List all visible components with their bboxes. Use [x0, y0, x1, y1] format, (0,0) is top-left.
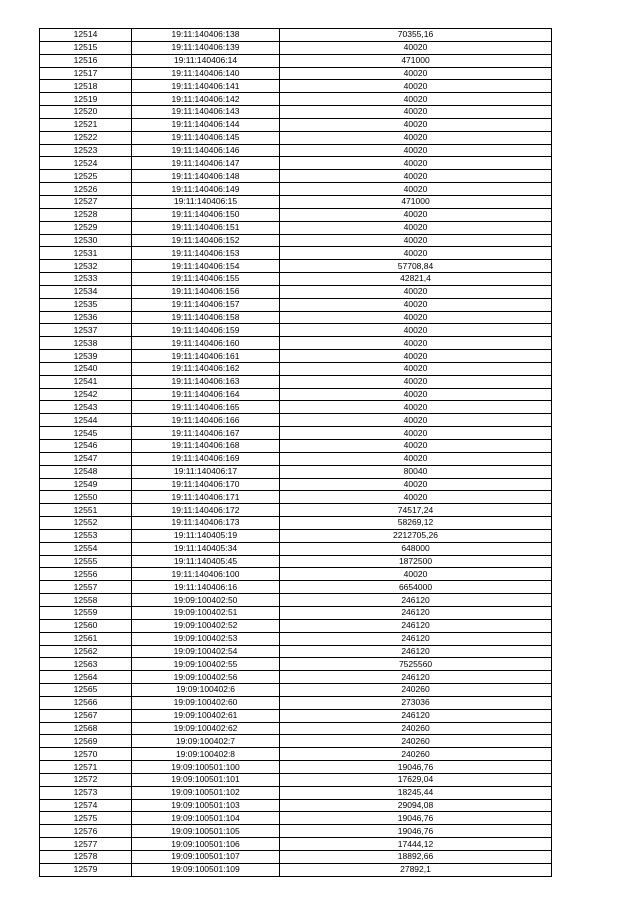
value-cell: 40020: [280, 144, 552, 157]
table-row: [40, 517, 552, 530]
cadastral-number-cell: 19:11:140406:146: [132, 144, 280, 157]
table-row: [40, 735, 552, 748]
value-cell: 240260: [280, 735, 552, 748]
table-row: [40, 298, 552, 311]
value-cell: 2212705,26: [280, 529, 552, 542]
cadastral-number-cell: 19:09:100402:8: [132, 748, 280, 761]
row-number-cell: 12539: [40, 350, 132, 363]
value-cell: 40020: [280, 118, 552, 131]
cadastral-number-cell: 19:11:140406:148: [132, 170, 280, 183]
table-row: [40, 350, 552, 363]
value-cell: 40020: [280, 491, 552, 504]
table-row: [40, 863, 552, 876]
cadastral-number-cell: 19:11:140406:144: [132, 118, 280, 131]
row-number-cell: 12555: [40, 555, 132, 568]
value-cell: 19046,76: [280, 761, 552, 774]
row-number-cell: 12576: [40, 825, 132, 838]
row-number-cell: 12524: [40, 157, 132, 170]
table-row: [40, 29, 552, 42]
row-number-cell: 12528: [40, 208, 132, 221]
table-row: [40, 247, 552, 260]
row-number-cell: 12561: [40, 632, 132, 645]
cadastral-number-cell: 19:11:140406:147: [132, 157, 280, 170]
cadastral-number-cell: 19:11:140405:19: [132, 529, 280, 542]
table-row: [40, 337, 552, 350]
row-number-cell: 12529: [40, 221, 132, 234]
cadastral-number-cell: 19:11:140406:15: [132, 195, 280, 208]
value-cell: 18892,66: [280, 851, 552, 864]
cadastral-number-cell: 19:09:100501:103: [132, 799, 280, 812]
row-number-cell: 12532: [40, 260, 132, 273]
cadastral-number-cell: 19:11:140406:158: [132, 311, 280, 324]
row-number-cell: 12566: [40, 696, 132, 709]
table-row: [40, 427, 552, 440]
cadastral-number-cell: 19:09:100501:102: [132, 786, 280, 799]
table-row: [40, 414, 552, 427]
cadastral-number-cell: 19:11:140406:163: [132, 375, 280, 388]
row-number-cell: 12525: [40, 170, 132, 183]
table-row: [40, 671, 552, 684]
table-row: [40, 273, 552, 286]
row-number-cell: 12530: [40, 234, 132, 247]
value-cell: 40020: [280, 234, 552, 247]
row-number-cell: 12579: [40, 863, 132, 876]
cadastral-number-cell: 19:11:140406:153: [132, 247, 280, 260]
cadastral-number-cell: 19:11:140406:145: [132, 131, 280, 144]
table-row: [40, 504, 552, 517]
table-row: [40, 812, 552, 825]
row-number-cell: 12571: [40, 761, 132, 774]
row-number-cell: 12542: [40, 388, 132, 401]
table-row: [40, 632, 552, 645]
cadastral-number-cell: 19:11:140406:165: [132, 401, 280, 414]
table-row: [40, 568, 552, 581]
table-row: [40, 54, 552, 67]
value-cell: 18245,44: [280, 786, 552, 799]
value-cell: 40020: [280, 350, 552, 363]
row-number-cell: 12557: [40, 581, 132, 594]
row-number-cell: 12540: [40, 362, 132, 375]
table-row: [40, 761, 552, 774]
row-number-cell: 12556: [40, 568, 132, 581]
cadastral-number-cell: 19:09:100402:62: [132, 722, 280, 735]
cadastral-number-cell: 19:09:100402:6: [132, 684, 280, 697]
row-number-cell: 12548: [40, 465, 132, 478]
cadastral-number-cell: 19:09:100402:53: [132, 632, 280, 645]
row-number-cell: 12552: [40, 517, 132, 530]
cadastral-number-cell: 19:11:140406:157: [132, 298, 280, 311]
row-number-cell: 12550: [40, 491, 132, 504]
cadastral-number-cell: 19:11:140406:142: [132, 93, 280, 106]
value-cell: 40020: [280, 80, 552, 93]
value-cell: 19046,76: [280, 825, 552, 838]
value-cell: 246120: [280, 632, 552, 645]
row-number-cell: 12531: [40, 247, 132, 260]
cadastral-number-cell: 19:11:140406:161: [132, 350, 280, 363]
cadastral-number-cell: 19:11:140406:150: [132, 208, 280, 221]
table-row: [40, 362, 552, 375]
cadastral-number-cell: 19:11:140406:173: [132, 517, 280, 530]
table-row: [40, 825, 552, 838]
cadastral-number-cell: 19:11:140405:34: [132, 542, 280, 555]
table-row: [40, 555, 552, 568]
value-cell: 40020: [280, 388, 552, 401]
value-cell: 1872500: [280, 555, 552, 568]
value-cell: 40020: [280, 337, 552, 350]
row-number-cell: 12543: [40, 401, 132, 414]
row-number-cell: 12559: [40, 606, 132, 619]
cadastral-number-cell: 19:11:140406:143: [132, 106, 280, 119]
cadastral-number-cell: 19:11:140406:138: [132, 29, 280, 42]
table-row: [40, 170, 552, 183]
row-number-cell: 12545: [40, 427, 132, 440]
table-row: [40, 183, 552, 196]
cadastral-number-cell: 19:11:140406:16: [132, 581, 280, 594]
table-row: [40, 375, 552, 388]
cadastral-number-cell: 19:09:100501:100: [132, 761, 280, 774]
value-cell: 40020: [280, 106, 552, 119]
value-cell: 19046,76: [280, 812, 552, 825]
row-number-cell: 12538: [40, 337, 132, 350]
row-number-cell: 12535: [40, 298, 132, 311]
value-cell: 40020: [280, 401, 552, 414]
table-row: [40, 838, 552, 851]
value-cell: 40020: [280, 183, 552, 196]
value-cell: 246120: [280, 645, 552, 658]
row-number-cell: 12537: [40, 324, 132, 337]
table-row: [40, 748, 552, 761]
value-cell: 40020: [280, 285, 552, 298]
row-number-cell: 12577: [40, 838, 132, 851]
cadastral-number-cell: 19:11:140406:154: [132, 260, 280, 273]
cadastral-number-cell: 19:11:140406:17: [132, 465, 280, 478]
table-row: [40, 260, 552, 273]
table-row: [40, 118, 552, 131]
row-number-cell: 12563: [40, 658, 132, 671]
row-number-cell: 12544: [40, 414, 132, 427]
value-cell: 40020: [280, 568, 552, 581]
value-cell: 40020: [280, 440, 552, 453]
row-number-cell: 12527: [40, 195, 132, 208]
cadastral-number-cell: 19:11:140406:170: [132, 478, 280, 491]
cadastral-number-cell: 19:09:100402:60: [132, 696, 280, 709]
value-cell: 40020: [280, 41, 552, 54]
table-row: [40, 606, 552, 619]
cadastral-number-cell: 19:11:140406:14: [132, 54, 280, 67]
table-row: [40, 388, 552, 401]
cadastral-number-cell: 19:11:140406:151: [132, 221, 280, 234]
cadastral-number-cell: 19:09:100501:101: [132, 773, 280, 786]
table-row: [40, 41, 552, 54]
row-number-cell: 12514: [40, 29, 132, 42]
cadastral-number-cell: 19:09:100402:55: [132, 658, 280, 671]
cadastral-number-cell: 19:09:100501:105: [132, 825, 280, 838]
row-number-cell: 12560: [40, 619, 132, 632]
value-cell: 42821,4: [280, 273, 552, 286]
table-row: [40, 658, 552, 671]
table-row: [40, 311, 552, 324]
value-cell: 40020: [280, 452, 552, 465]
table-body: [40, 29, 552, 877]
value-cell: 40020: [280, 221, 552, 234]
value-cell: 240260: [280, 722, 552, 735]
table-row: [40, 452, 552, 465]
table-row: [40, 67, 552, 80]
row-number-cell: 12547: [40, 452, 132, 465]
cadastral-number-cell: 19:11:140406:172: [132, 504, 280, 517]
value-cell: 246120: [280, 594, 552, 607]
row-number-cell: 12570: [40, 748, 132, 761]
cadastral-number-cell: 19:11:140406:156: [132, 285, 280, 298]
value-cell: 40020: [280, 324, 552, 337]
table-row: [40, 645, 552, 658]
value-cell: 240260: [280, 684, 552, 697]
row-number-cell: 12564: [40, 671, 132, 684]
row-number-cell: 12536: [40, 311, 132, 324]
value-cell: 80040: [280, 465, 552, 478]
cadastral-number-cell: 19:09:100402:50: [132, 594, 280, 607]
row-number-cell: 12534: [40, 285, 132, 298]
table-row: [40, 478, 552, 491]
table-row: [40, 208, 552, 221]
table-row: [40, 401, 552, 414]
row-number-cell: 12515: [40, 41, 132, 54]
value-cell: 7525560: [280, 658, 552, 671]
value-cell: 40020: [280, 427, 552, 440]
table-row: [40, 491, 552, 504]
row-number-cell: 12520: [40, 106, 132, 119]
row-number-cell: 12565: [40, 684, 132, 697]
cadastral-number-cell: 19:09:100402:54: [132, 645, 280, 658]
table-row: [40, 440, 552, 453]
value-cell: 648000: [280, 542, 552, 555]
table-row: [40, 581, 552, 594]
value-cell: 17444,12: [280, 838, 552, 851]
row-number-cell: 12578: [40, 851, 132, 864]
table-row: [40, 799, 552, 812]
row-number-cell: 12575: [40, 812, 132, 825]
value-cell: 246120: [280, 709, 552, 722]
table-row: [40, 696, 552, 709]
row-number-cell: 12546: [40, 440, 132, 453]
cadastral-number-cell: 19:11:140406:169: [132, 452, 280, 465]
value-cell: 40020: [280, 247, 552, 260]
row-number-cell: 12567: [40, 709, 132, 722]
table-row: [40, 93, 552, 106]
value-cell: 246120: [280, 619, 552, 632]
row-number-cell: 12553: [40, 529, 132, 542]
value-cell: 240260: [280, 748, 552, 761]
table-row: [40, 131, 552, 144]
row-number-cell: 12562: [40, 645, 132, 658]
table-row: [40, 773, 552, 786]
row-number-cell: 12554: [40, 542, 132, 555]
value-cell: 57708,84: [280, 260, 552, 273]
value-cell: 40020: [280, 131, 552, 144]
value-cell: 40020: [280, 208, 552, 221]
cadastral-number-cell: 19:11:140406:171: [132, 491, 280, 504]
row-number-cell: 12522: [40, 131, 132, 144]
table-row: [40, 529, 552, 542]
table-row: [40, 221, 552, 234]
cadastral-number-cell: 19:09:100402:52: [132, 619, 280, 632]
table-row: [40, 709, 552, 722]
cadastral-number-cell: 19:11:140406:140: [132, 67, 280, 80]
value-cell: 40020: [280, 414, 552, 427]
table-row: [40, 157, 552, 170]
cadastral-number-cell: 19:09:100501:104: [132, 812, 280, 825]
table-row: [40, 619, 552, 632]
value-cell: 40020: [280, 170, 552, 183]
value-cell: 40020: [280, 157, 552, 170]
data-table: [39, 28, 552, 877]
table-row: [40, 285, 552, 298]
value-cell: 70355,16: [280, 29, 552, 42]
row-number-cell: 12568: [40, 722, 132, 735]
cadastral-number-cell: 19:11:140406:159: [132, 324, 280, 337]
value-cell: 40020: [280, 67, 552, 80]
value-cell: 40020: [280, 478, 552, 491]
table-row: [40, 851, 552, 864]
cadastral-number-cell: 19:11:140406:141: [132, 80, 280, 93]
cadastral-number-cell: 19:09:100501:106: [132, 838, 280, 851]
cadastral-number-cell: 19:09:100501:109: [132, 863, 280, 876]
table-row: [40, 465, 552, 478]
table-row: [40, 786, 552, 799]
cadastral-number-cell: 19:11:140406:139: [132, 41, 280, 54]
value-cell: 40020: [280, 375, 552, 388]
row-number-cell: 12572: [40, 773, 132, 786]
value-cell: 6654000: [280, 581, 552, 594]
table-row: [40, 106, 552, 119]
table-row: [40, 80, 552, 93]
cadastral-number-cell: 19:11:140406:162: [132, 362, 280, 375]
row-number-cell: 12549: [40, 478, 132, 491]
value-cell: 273036: [280, 696, 552, 709]
table-row: [40, 195, 552, 208]
row-number-cell: 12558: [40, 594, 132, 607]
cadastral-number-cell: 19:11:140406:167: [132, 427, 280, 440]
table-row: [40, 684, 552, 697]
table-row: [40, 324, 552, 337]
value-cell: 58269,12: [280, 517, 552, 530]
row-number-cell: 12569: [40, 735, 132, 748]
row-number-cell: 12573: [40, 786, 132, 799]
cadastral-number-cell: 19:11:140406:168: [132, 440, 280, 453]
row-number-cell: 12551: [40, 504, 132, 517]
row-number-cell: 12521: [40, 118, 132, 131]
cadastral-number-cell: 19:09:100402:51: [132, 606, 280, 619]
row-number-cell: 12517: [40, 67, 132, 80]
cadastral-number-cell: 19:09:100402:61: [132, 709, 280, 722]
cadastral-number-cell: 19:11:140406:152: [132, 234, 280, 247]
table-row: [40, 144, 552, 157]
cadastral-number-cell: 19:09:100402:7: [132, 735, 280, 748]
value-cell: 246120: [280, 671, 552, 684]
cadastral-number-cell: 19:11:140406:164: [132, 388, 280, 401]
value-cell: 17629,04: [280, 773, 552, 786]
value-cell: 40020: [280, 93, 552, 106]
row-number-cell: 12541: [40, 375, 132, 388]
row-number-cell: 12523: [40, 144, 132, 157]
table-row: [40, 722, 552, 735]
cadastral-number-cell: 19:11:140406:100: [132, 568, 280, 581]
row-number-cell: 12526: [40, 183, 132, 196]
value-cell: 40020: [280, 298, 552, 311]
cadastral-number-cell: 19:11:140406:166: [132, 414, 280, 427]
row-number-cell: 12518: [40, 80, 132, 93]
cadastral-number-cell: 19:09:100402:56: [132, 671, 280, 684]
value-cell: 74517,24: [280, 504, 552, 517]
row-number-cell: 12533: [40, 273, 132, 286]
table-row: [40, 542, 552, 555]
row-number-cell: 12574: [40, 799, 132, 812]
table-row: [40, 594, 552, 607]
cadastral-number-cell: 19:09:100501:107: [132, 851, 280, 864]
value-cell: 27892,1: [280, 863, 552, 876]
cadastral-number-cell: 19:11:140406:160: [132, 337, 280, 350]
value-cell: 29094,08: [280, 799, 552, 812]
value-cell: 246120: [280, 606, 552, 619]
cadastral-number-cell: 19:11:140406:149: [132, 183, 280, 196]
row-number-cell: 12516: [40, 54, 132, 67]
value-cell: 40020: [280, 362, 552, 375]
value-cell: 40020: [280, 311, 552, 324]
cadastral-number-cell: 19:11:140405:45: [132, 555, 280, 568]
cadastral-number-cell: 19:11:140406:155: [132, 273, 280, 286]
value-cell: 471000: [280, 195, 552, 208]
table-row: [40, 234, 552, 247]
row-number-cell: 12519: [40, 93, 132, 106]
value-cell: 471000: [280, 54, 552, 67]
